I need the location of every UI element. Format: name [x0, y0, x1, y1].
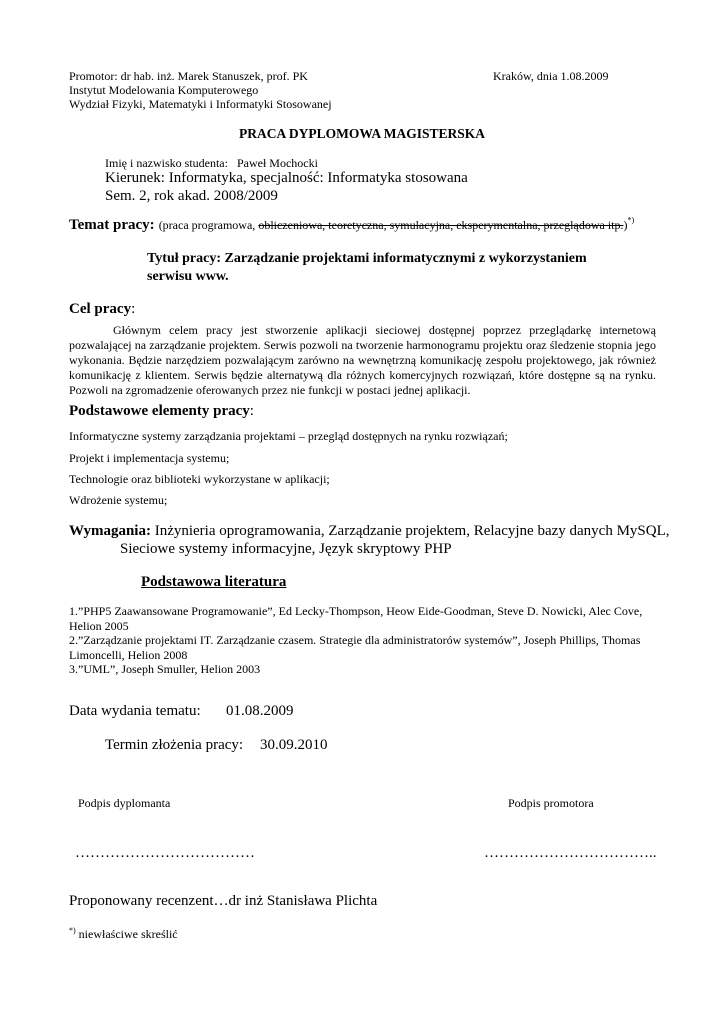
requirements-text1: Inżynieria oprogramowania, Zarządzanie projektem, Relacyjne bazy danych MySQL,: [154, 523, 670, 539]
elements-label: Podstawowe elementy pracy: [69, 403, 250, 419]
student-name: Paweł Mochocki: [236, 156, 318, 170]
list-item: Informatyczne systemy zarządzania projektami – przegląd dostępnych na rynku rozwiązań;: [69, 429, 508, 443]
institute-line: Instytut Modelowania Komputerowego: [69, 83, 259, 97]
elements-heading: [69, 403, 254, 420]
literature-item: 2.”Zarządzanie projektami IT. Zarządzanie czasem. Strategie dla administratorów systemów”, Joseph Phillips, Thomas Limoncelli, Helion 2008: [69, 633, 641, 662]
footnote-text: niewłaściwe skreślić: [75, 927, 178, 941]
literature-item: 3.”UML”, Joseph Smuller, Helion 2003: [69, 662, 261, 676]
topic-open: (praca programowa,: [158, 218, 259, 232]
deadline-value: 30.09.2010: [260, 737, 328, 753]
requirements-line1: [69, 523, 670, 540]
promoter-signature-line: ……………………………..: [484, 845, 657, 861]
deadline-label: Termin złożenia pracy:: [105, 737, 244, 753]
direction-line: Kierunek: Informatyka, specjalność: Informatyka stosowana: [105, 170, 468, 186]
place-date: Kraków, dnia 1.08.2009: [493, 69, 609, 83]
elements-colon: :: [249, 403, 254, 419]
goal-text: Głównym celem pracy jest stworzenie aplikacji sieciowej dostępnej poprzez przeglądarkę internetową pozwalającej na zarządzanie projektem. Serwis pozwoli na tworzenie harmonogramu projektu oraz śledzenie stopnia jego wykonania. Będzie narzędziem pozwalającym zarówno na wewnętrzną komunikację zespołu projektowego, jak również komunikację z klientem. Serwis będzie alternatywą dla różnych komercyjnych rozwiązań, które dostępne są na rynku. Pozwoli na zgromadzenie oferowanych przez nie funkcji w postaci jednej aplikacji.: [69, 323, 656, 397]
topic-line: [69, 216, 634, 234]
issue-date-value: 01.08.2009: [226, 703, 294, 719]
document-title: PRACA DYPLOMOWA MAGISTERSKA: [238, 126, 486, 141]
requirements-label: Wymagania:: [69, 523, 151, 539]
thesis-title-line2: serwisu www.: [147, 269, 229, 284]
goal-colon: :: [131, 301, 136, 317]
literature-heading: Podstawowa literatura: [141, 574, 287, 590]
list-item: Technologie oraz biblioteki wykorzystane w aplikacji;: [69, 472, 330, 486]
goal-label: Cel pracy: [69, 301, 132, 317]
goal-heading: [69, 301, 135, 318]
topic-footnote-mark: *): [627, 215, 635, 225]
footnote: [69, 927, 178, 942]
literature-item: 1.”PHP5 Zaawansowane Programowanie”, Ed Lecky-Thompson, Heow Eide-Goodman, Steve D. Nowicki, Alec Cove, Helion 2005: [69, 604, 643, 633]
promoter-line: Promotor: dr hab. inż. Marek Stanuszek, prof. PK: [69, 69, 308, 83]
promoter-signature-label: Podpis promotora: [508, 796, 594, 810]
graduate-signature-label: Podpis dyplomanta: [78, 796, 171, 810]
student-label: Imię i nazwisko studenta:: [105, 156, 228, 170]
topic-close: ): [623, 218, 628, 232]
list-item: Wdrożenie systemu;: [69, 493, 168, 507]
faculty-line: Wydział Fizyki, Matematyki i Informatyki Stosowanej: [69, 97, 332, 111]
student-line: [105, 156, 318, 171]
footnote-mark: *): [69, 926, 76, 935]
graduate-signature-line: ………………………………: [75, 845, 255, 861]
thesis-title-line1: Tytuł pracy: Zarządzanie projektami informatycznymi z wykorzystaniem: [147, 251, 587, 266]
list-item: Projekt i implementacja systemu;: [69, 451, 230, 465]
topic-struck: obliczeniowa, teoretyczna, symulacyjna, eksperymentalna, przeglądowa itp.: [258, 218, 624, 232]
issue-date-label: Data wydania tematu:: [69, 703, 201, 719]
topic-label: Temat pracy:: [69, 217, 155, 233]
requirements-line2: Sieciowe systemy informacyjne, Język skryptowy PHP: [120, 541, 452, 557]
reviewer-line: Proponowany recenzent…dr inż Stanisława Plichta: [69, 893, 378, 909]
semester-line: Sem. 2, rok akad. 2008/2009: [105, 188, 278, 204]
